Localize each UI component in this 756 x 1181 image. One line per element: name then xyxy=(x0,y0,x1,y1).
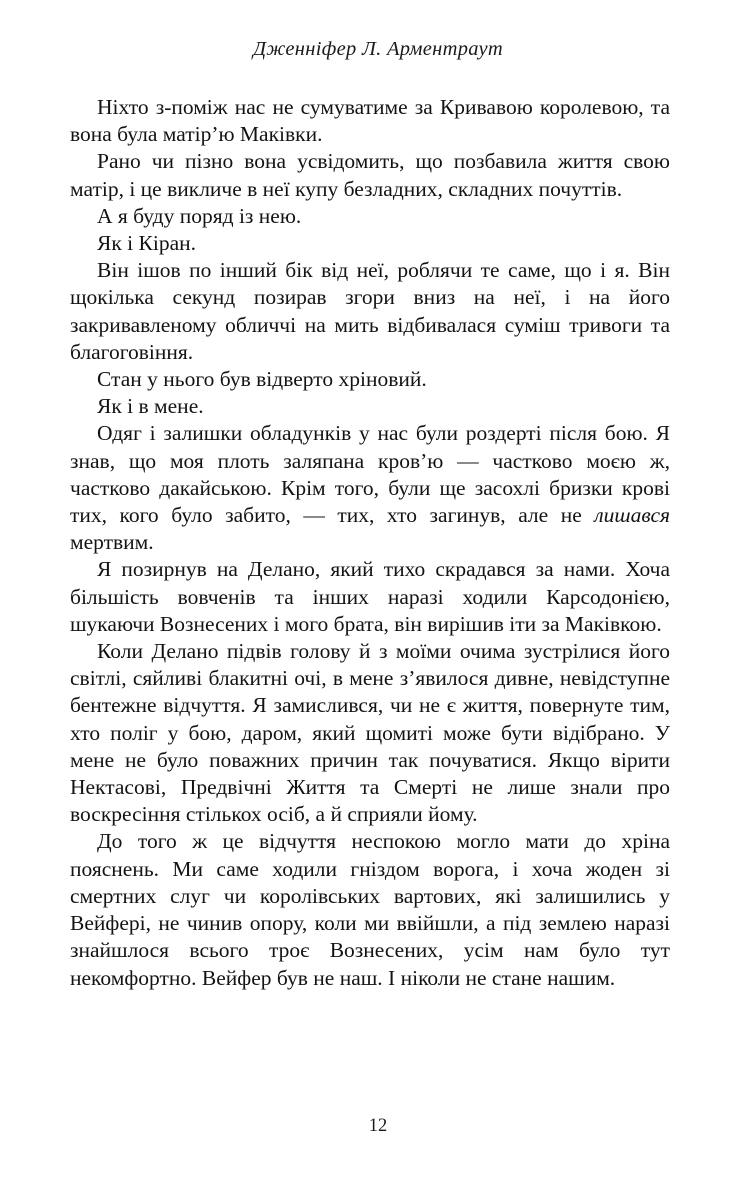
paragraph xyxy=(70,203,670,230)
text-run: А я буду поряд із нею. xyxy=(97,203,302,228)
paragraph xyxy=(70,94,670,148)
paragraph xyxy=(70,393,670,420)
paragraph xyxy=(70,828,670,991)
paragraph xyxy=(70,230,670,257)
text-run: Коли Делано підвів голову й з моїми очима зустрілися його світлі, сяйливі блакитні очі, в мене з’явилося дивне, невідступне бентежне відчуття. Я замислився, чи не є життя, повернуте тим, хто поліг у бою, даром, який щомиті може бути відібрано. У мене не було поважних причин так почуватися. Якщо вірити Нектасові, Предвічні Життя та Смерті не лише знали про воскресіння стількох осіб, а й сприяли йому. xyxy=(70,639,670,827)
paragraph xyxy=(70,148,670,202)
text-run: Як і Кіран. xyxy=(97,231,196,256)
text-run: До того ж це відчуття неспокою могло мати до хріна пояснень. Ми саме ходили гніздом ворога, і хоча жоден зі смертних слуг чи королівських вартових, які залишились у Вейфері, не чинив опору, коли ми ввійшли, а під землею наразі знайшлося всього троє Вознесених, усім нам було тут некомфортно. Вейфер був не наш. І ніколи не стане нашим. xyxy=(70,829,670,990)
text-run: Одяг і залишки обладунків у нас були роздерті після бою. Я знав, що моя плоть заляпана кров’ю — частково моєю ж, частково дакайською. Крім того, були ще засохлі бризки крові тих, кого було забито, — тих, хто загинув, але не xyxy=(70,421,670,528)
italic-text-run: лишався xyxy=(594,503,670,528)
paragraph xyxy=(70,556,670,638)
page-number: 12 xyxy=(368,1116,388,1136)
text-run: Стан у нього був відверто хріновий. xyxy=(97,367,427,392)
text-run: мертвим. xyxy=(70,530,154,555)
paragraph xyxy=(70,257,670,366)
paragraph xyxy=(70,366,670,393)
text-run: Як і в мене. xyxy=(97,394,204,419)
running-header-author: Дженніфер Л. Арментраут xyxy=(252,38,504,60)
text-run: Я позирнув на Делано, який тихо скрадався за нами. Хоча більшість вовченів та інших наразі ходили Карсодонією, шукаючи Вознесених і мого брата, він вирішив іти за Маківкою. xyxy=(70,557,670,636)
paragraph xyxy=(70,420,670,556)
page-text xyxy=(70,94,670,992)
text-run: Він ішов по інший бік від неї, роблячи те саме, що і я. Він щокілька секунд позирав згори вниз на неї, і на його закривавленому обличчі на мить відбивалася суміш тривоги та благоговіння. xyxy=(70,258,670,364)
paragraph xyxy=(70,638,670,828)
text-run: Ніхто з-поміж нас не сумуватиме за Кривавою королевою, та вона була матір’ю Маківки. xyxy=(70,95,670,147)
text-run: Рано чи пізно вона усвідомить, що позбавила життя свою матір, і це викличе в неї купу безладних, складних почуттів. xyxy=(70,149,670,201)
